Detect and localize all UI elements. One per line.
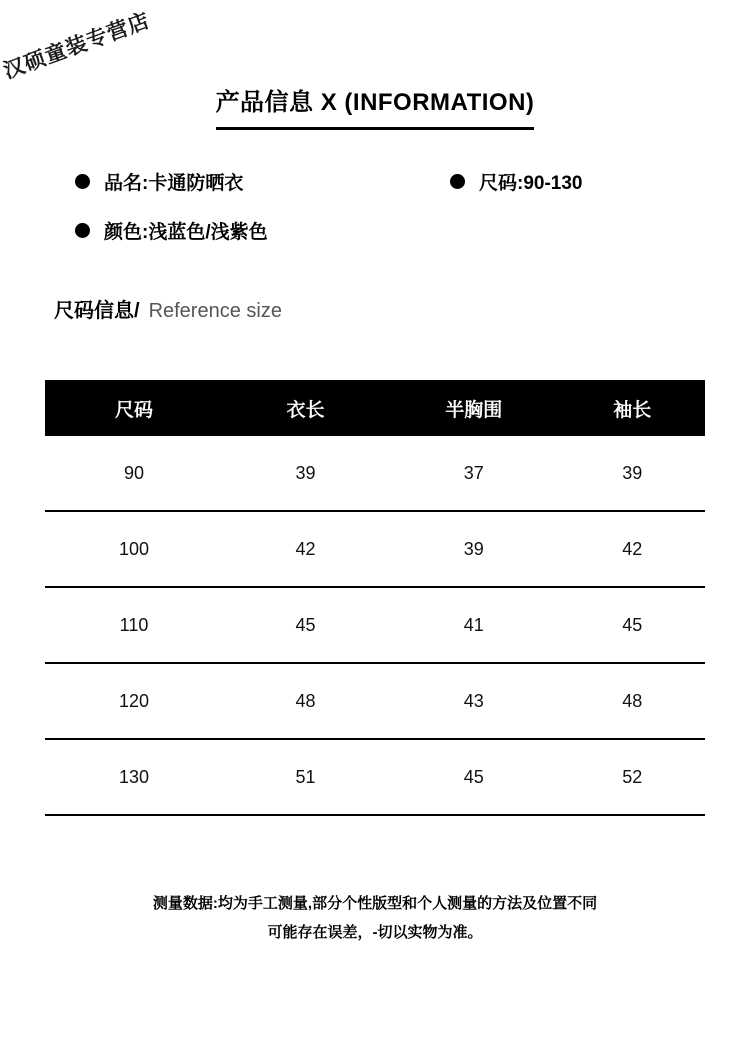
table-cell: 39 [223, 436, 388, 511]
table-cell: 41 [388, 587, 560, 663]
table-cell: 42 [560, 511, 705, 587]
product-info-row [0, 217, 750, 244]
table-cell: 39 [388, 511, 560, 587]
table-cell: 100 [45, 511, 223, 587]
table-cell: 51 [223, 739, 388, 815]
product-info-item-name [75, 168, 450, 195]
product-info-label: 品名:卡通防晒衣 [104, 173, 244, 194]
product-info-label: 尺码:90-130 [479, 173, 583, 194]
reference-size-heading-en: Reference size [148, 300, 282, 322]
bullet-dot-icon [75, 223, 90, 238]
table-header-cell: 衣长 [223, 380, 388, 436]
bullet-dot-icon [75, 174, 90, 189]
page-title-container [0, 82, 750, 130]
table-row [45, 663, 705, 739]
table-cell: 39 [560, 436, 705, 511]
measurement-note-line: 测量数据:均为手工测量,部分个性版型和个人测量的方法及位置不同 [152, 895, 598, 912]
shop-watermark: 汉硕童装专营店 [0, 8, 154, 84]
table-cell: 48 [223, 663, 388, 739]
size-table-container [45, 380, 705, 816]
table-cell: 120 [45, 663, 223, 739]
page-title: 产品信息 X (INFORMATION) [216, 82, 535, 130]
measurement-note-line: 可能存在误差，-切以实物为准。 [267, 923, 483, 941]
size-table-body [45, 436, 705, 815]
table-cell: 48 [560, 663, 705, 739]
table-cell: 45 [560, 587, 705, 663]
table-header-cell: 尺码 [45, 380, 223, 436]
bullet-dot-icon [450, 174, 465, 189]
table-cell: 45 [223, 587, 388, 663]
table-header-row [45, 380, 705, 436]
product-info-item-color [75, 217, 450, 244]
size-table [45, 380, 705, 816]
reference-size-heading-cn: 尺码信息 [54, 300, 134, 322]
table-row [45, 436, 705, 511]
table-header-cell: 半胸围 [388, 380, 560, 436]
table-cell: 42 [223, 511, 388, 587]
table-row [45, 739, 705, 815]
table-header-cell: 袖长 [560, 380, 705, 436]
product-info-row [0, 168, 750, 195]
table-cell: 130 [45, 739, 223, 815]
table-cell: 45 [388, 739, 560, 815]
table-cell: 110 [45, 587, 223, 663]
product-info-item-size [450, 168, 583, 195]
table-cell: 43 [388, 663, 560, 739]
table-cell: 52 [560, 739, 705, 815]
table-row [45, 511, 705, 587]
table-cell: 37 [388, 436, 560, 511]
table-row [45, 587, 705, 663]
reference-size-heading [54, 294, 282, 323]
table-cell: 90 [45, 436, 223, 511]
reference-size-heading-slash: / [134, 300, 140, 322]
size-table-head [45, 380, 705, 436]
product-info-list [0, 168, 750, 266]
product-info-label: 颜色:浅蓝色/浅紫色 [104, 222, 268, 243]
measurement-note [0, 890, 750, 947]
